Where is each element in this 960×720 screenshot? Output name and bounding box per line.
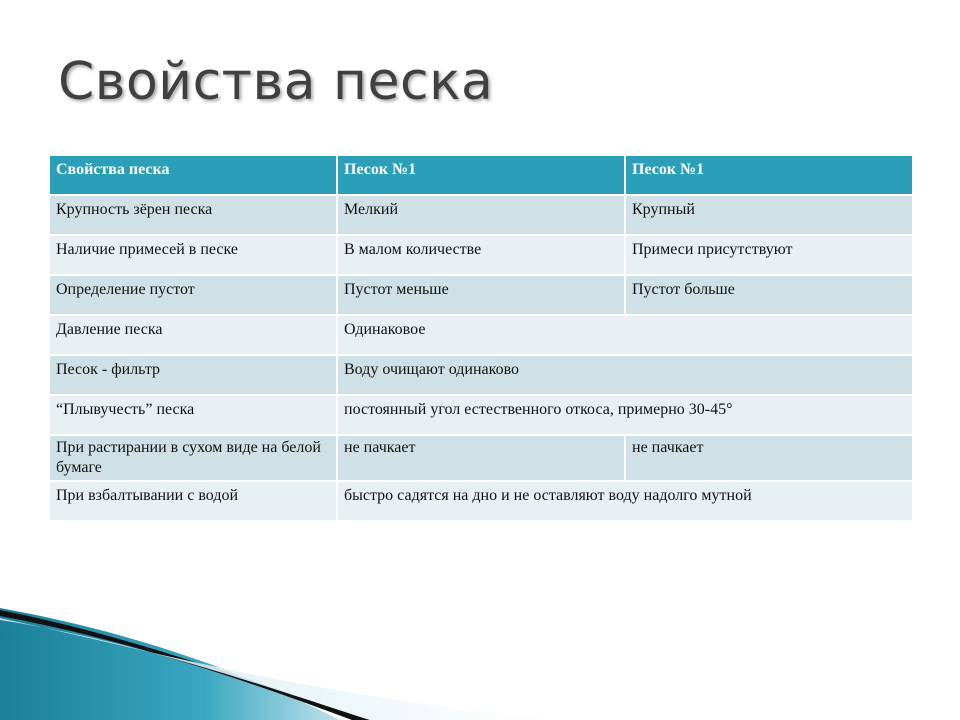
table-row bbox=[49, 195, 913, 235]
table-row bbox=[49, 481, 913, 521]
row-merged-value: Воду очищают одинаково bbox=[337, 355, 913, 395]
row-property: Песок - фильтр bbox=[49, 355, 337, 395]
properties-table bbox=[48, 154, 914, 522]
row-sand-2: не пачкает bbox=[625, 435, 913, 481]
table-row bbox=[49, 275, 913, 315]
row-sand-2: Пустот больше bbox=[625, 275, 913, 315]
table-header-row bbox=[49, 155, 913, 195]
row-merged-value: быстро садятся на дно и не оставляют воду надолго мутной bbox=[337, 481, 913, 521]
row-sand-1: Пустот меньше bbox=[337, 275, 625, 315]
row-merged-value: Одинаковое bbox=[337, 315, 913, 355]
decorative-wave-swoosh bbox=[0, 590, 600, 720]
header-sand-2: Песок №1 bbox=[625, 155, 913, 195]
slide-title: Свойства песка bbox=[58, 52, 494, 112]
row-merged-value: постоянный угол естественного откоса, примерно 30-45° bbox=[337, 395, 913, 435]
table-row bbox=[49, 315, 913, 355]
table-row bbox=[49, 355, 913, 395]
row-sand-1: В малом количестве bbox=[337, 235, 625, 275]
row-sand-1: Мелкий bbox=[337, 195, 625, 235]
row-property: Определение пустот bbox=[49, 275, 337, 315]
properties-table-container bbox=[48, 154, 912, 522]
row-property: Давление песка bbox=[49, 315, 337, 355]
header-sand-1: Песок №1 bbox=[337, 155, 625, 195]
header-property: Свойства песка bbox=[49, 155, 337, 195]
row-property: Наличие примесей в песке bbox=[49, 235, 337, 275]
row-sand-2: Крупный bbox=[625, 195, 913, 235]
row-sand-1: не пачкает bbox=[337, 435, 625, 481]
row-property: “Плывучесть” песка bbox=[49, 395, 337, 435]
table-row bbox=[49, 395, 913, 435]
row-sand-2: Примеси присутствуют bbox=[625, 235, 913, 275]
table-row bbox=[49, 235, 913, 275]
row-property: При растирании в сухом виде на белой бумаге bbox=[49, 435, 337, 481]
table-row bbox=[49, 435, 913, 481]
row-property: При взбалтывании с водой bbox=[49, 481, 337, 521]
row-property: Крупность зёрен песка bbox=[49, 195, 337, 235]
